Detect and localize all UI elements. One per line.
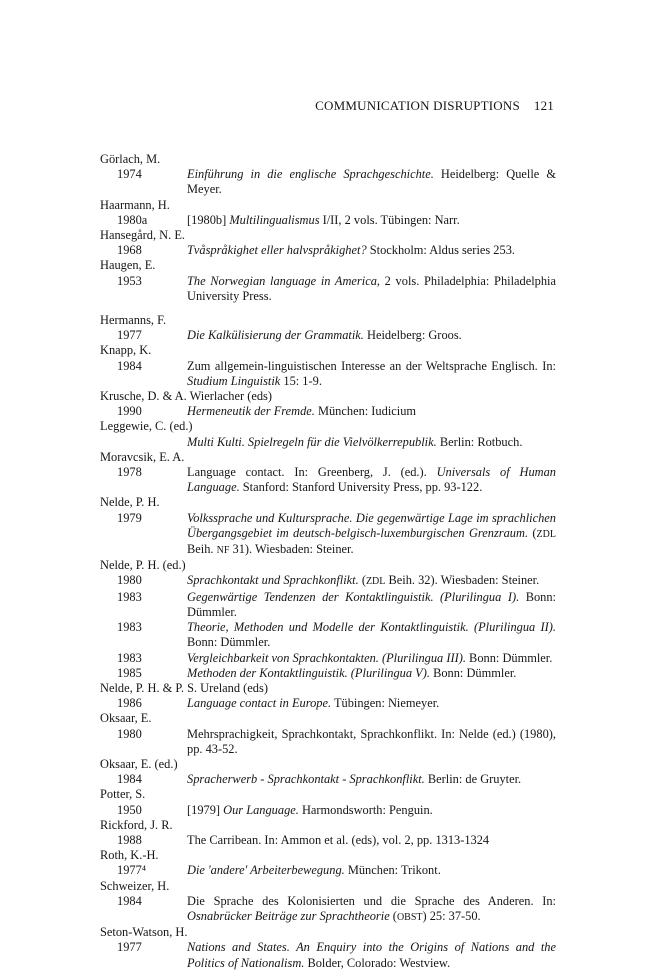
citation-text: München: Trikont. [344, 863, 441, 878]
reference-year: 1968 [117, 243, 142, 258]
reference-author: Roth, K.-H. [100, 848, 159, 863]
reference-author: Potter, S. [100, 787, 146, 802]
reference-year: 1979 [117, 510, 142, 525]
citation-text: Berlin: de Gruyter. [424, 772, 522, 787]
reference-author: Görlach, M. [100, 152, 161, 166]
reference-entry [100, 940, 556, 970]
citation-text: ZDL [365, 576, 386, 588]
reference-citation [187, 772, 556, 787]
reference-group [100, 818, 556, 848]
reference-entry [100, 651, 556, 666]
reference-year: 1977⁴ [117, 863, 147, 878]
citation-title: Multilingualismus [229, 212, 320, 227]
citation-title: Vergleichbarkeit von Sprachkontakten. (Plurilingua III). [187, 650, 466, 665]
reference-year: 1980 [117, 726, 142, 741]
reference-citation [187, 213, 556, 228]
reference-group [100, 787, 556, 817]
reference-year: 1983 [117, 620, 142, 635]
citation-title: Sprachkontakt und Sprachkonflikt. [187, 573, 359, 588]
citation-text: Heidelberg: Groos. [363, 328, 462, 343]
reference-group [100, 228, 556, 258]
reference-entry [100, 404, 556, 419]
reference-entry [100, 328, 556, 343]
citation-text: Beih. [187, 542, 217, 557]
reference-author: Haarmann, H. [100, 197, 170, 212]
reference-entry [100, 590, 556, 620]
reference-year: 1980a [117, 212, 148, 227]
reference-year: 1978 [117, 465, 142, 480]
citation-text: Bolder, Colorado: Westview. [304, 955, 451, 970]
citation-title: Multi Kulti. Spielregeln für die Vielvölkerrepublik. [187, 434, 437, 449]
citation-text: ( [389, 908, 397, 923]
citation-text: München: Iudicium [314, 404, 417, 419]
reference-author: Rickford, J. R. [100, 817, 173, 832]
reference-group [100, 681, 556, 711]
reference-group [100, 152, 556, 198]
citation-title: Die Kalkülisierung der Grammatik. [187, 328, 364, 343]
citation-title: Nations and States. An Enquiry into the Origins of Nations and the Politics of Nationalism. [187, 940, 556, 970]
reference-citation [187, 651, 556, 666]
citation-text: I/II, 2 vols. Tübingen: Narr. [319, 212, 460, 227]
reference-citation [187, 243, 556, 258]
reference-entry [100, 863, 556, 878]
reference-year: 1953 [117, 273, 142, 288]
citation-text: Zum allgemein-linguistischen Interesse an der Weltsprache Englisch. In: [187, 358, 556, 373]
citation-text: Berlin: Rotbuch. [436, 434, 523, 449]
reference-year: 1980 [117, 573, 142, 588]
citation-text: Die Sprache des Kolonisierten und die Sprache des Anderen. In: [187, 893, 556, 908]
reference-entry [100, 620, 556, 650]
reference-entry [100, 803, 556, 818]
reference-citation [187, 940, 556, 970]
reference-citation [187, 590, 556, 620]
citation-text: [1980b] [187, 212, 230, 227]
reference-entry [100, 696, 556, 711]
citation-title: Die 'andere' Arbeiterbewegung. [187, 863, 345, 878]
reference-year: 1983 [117, 650, 142, 665]
reference-citation [187, 803, 556, 818]
reference-citation [187, 573, 556, 589]
reference-author: Leggewie, C. (ed.) [100, 419, 193, 434]
citation-text: Bonn: Dümmler. [187, 589, 556, 619]
reference-year: 1984 [117, 358, 142, 373]
reference-entry [100, 213, 556, 228]
citation-text: NF [216, 545, 230, 557]
citation-text: Tübingen: Niemeyer. [331, 696, 440, 711]
reference-year: 1985 [117, 665, 142, 680]
reference-group [100, 925, 556, 971]
reference-group [100, 258, 556, 304]
reference-citation [187, 863, 556, 878]
reference-year: 1983 [117, 589, 142, 604]
reference-entry [100, 167, 556, 197]
reference-author: Haugen, E. [100, 258, 156, 273]
reference-entry [100, 894, 556, 925]
reference-citation [187, 666, 556, 681]
citation-title: Einführung in die englische Sprachgeschichte. [187, 167, 434, 182]
reference-author: Oksaar, E. (ed.) [100, 756, 178, 771]
reference-citation [187, 511, 556, 559]
citation-title: Tvåspråkighet eller halvspråkighet? [187, 243, 367, 258]
citation-text: 15: 1-9. [280, 373, 322, 388]
citation-text: ) 25: 37-50. [422, 908, 481, 923]
reference-year: 1977 [117, 940, 142, 955]
reference-entry [100, 833, 556, 848]
reference-author: Hermanns, F. [100, 313, 167, 328]
citation-title: Gegenwärtige Tendenzen der Kontaktlinguistik. (Plurilingua I). [187, 589, 520, 604]
reference-author: Nelde, P. H. [100, 495, 160, 510]
reference-citation [187, 833, 556, 848]
reference-citation [187, 359, 556, 389]
reference-year: 1990 [117, 404, 142, 419]
citation-text: Bonn: Dümmler. [187, 635, 271, 650]
citation-title: Spracherwerb - Sprachkontakt - Sprachkonflikt. [187, 772, 425, 787]
citation-text: The Carribean. In: Ammon et al. (eds), vol. 2, pp. 1313-1324 [187, 832, 490, 847]
reference-group [100, 198, 556, 228]
reference-year: 1950 [117, 802, 142, 817]
reference-entry [100, 511, 556, 559]
citation-text: Beih. 32). Wiesbaden: Steiner. [385, 573, 540, 588]
running-title: COMMUNICATION DISRUPTIONS [315, 98, 520, 113]
citation-title: Volkssprache und Kultursprache. Die gegenwärtige Lage im sprachlichen Übergangsgebiet im deutsch-belgisch-luxemburgischen Grenzraum. [187, 510, 556, 540]
reference-year: 1974 [117, 167, 142, 182]
citation-title: Methoden der Kontaktlinguistik. (Plurilingua V). [187, 665, 430, 680]
reference-citation [187, 465, 556, 495]
reference-year: 1986 [117, 696, 142, 711]
citation-text: Bonn: Dümmler. [429, 665, 517, 680]
reference-year: 1988 [117, 832, 142, 847]
reference-author: Schweizer, H. [100, 878, 170, 893]
citation-text: ( [528, 525, 537, 540]
reference-citation [187, 727, 556, 757]
citation-text: Stanford: Stanford University Press, pp. 93-122. [239, 480, 483, 495]
reference-group [100, 419, 556, 449]
reference-citation [187, 696, 556, 711]
citation-text: Bonn: Dümmler. [465, 650, 553, 665]
page-number: 121 [533, 98, 554, 113]
reference-group [100, 558, 556, 681]
reference-group [100, 450, 556, 496]
reference-entry [100, 465, 556, 495]
reference-entry [100, 359, 556, 389]
reference-citation [187, 167, 556, 197]
citation-title: Theorie, Methoden und Modelle der Kontaktlinguistik. (Plurilingua II). [187, 620, 556, 635]
reference-entry [100, 727, 556, 757]
reference-author: Krusche, D. & A. Wierlacher (eds) [100, 389, 272, 404]
reference-year: 1984 [117, 893, 142, 908]
citation-text: Mehrsprachigkeit, Sprachkontakt, Sprachkonflikt. In: Nelde (ed.) (1980), pp. 43-52. [187, 726, 556, 756]
reference-group [100, 848, 556, 878]
reference-citation [187, 404, 556, 419]
citation-title: Studium Linguistik [187, 373, 281, 388]
reference-citation [187, 274, 556, 304]
reference-year: 1984 [117, 772, 142, 787]
reference-entry [100, 772, 556, 787]
citation-text: ZDL [536, 528, 556, 540]
reference-entry [100, 243, 556, 258]
reference-entry [100, 666, 556, 681]
reference-author: Hansegård, N. E. [100, 228, 185, 243]
reference-group [100, 343, 556, 389]
citation-text: Heidelberg: Quelle & Meyer. [187, 167, 556, 197]
citation-text: ( [358, 573, 366, 588]
reference-author: Nelde, P. H. (ed.) [100, 558, 186, 573]
running-head [315, 98, 554, 114]
reference-citation [187, 894, 556, 925]
citation-title: The Norwegian language in America [187, 273, 377, 288]
citation-text: , 2 vols. Philadelphia: Philadelphia University Press. [187, 273, 556, 303]
citation-text: Stockholm: Aldus series 253. [366, 243, 515, 258]
citation-text: OBST [396, 911, 423, 923]
citation-text: [1979] [187, 802, 224, 817]
citation-text: Language contact. In: Greenberg, J. (ed.). [187, 465, 437, 480]
reference-group [100, 757, 556, 787]
citation-title: Universals of Human Language. [187, 465, 556, 495]
reference-author: Knapp, K. [100, 343, 152, 358]
reference-group [100, 711, 556, 757]
reference-citation [187, 620, 556, 650]
reference-citation [187, 435, 556, 450]
reference-entry [100, 274, 556, 304]
citation-text: Harmondsworth: Penguin. [298, 802, 433, 817]
reference-author: Oksaar, E. [100, 711, 152, 726]
reference-entry [100, 435, 556, 450]
reference-group [100, 313, 556, 343]
reference-author: Moravcsik, E. A. [100, 449, 185, 464]
reference-group [100, 879, 556, 926]
reference-year: 1977 [117, 328, 142, 343]
citation-text: 31). Wiesbaden: Steiner. [229, 542, 354, 557]
citation-title: Hermeneutik der Fremde. [187, 404, 315, 419]
citation-title: Our Language. [223, 802, 299, 817]
reference-author: Nelde, P. H. & P. S. Ureland (eds) [100, 680, 268, 695]
reference-group [100, 495, 556, 558]
reference-entry [100, 573, 556, 589]
reference-list [100, 152, 556, 971]
citation-title: Osnabrücker Beiträge zur Sprachtheorie [187, 908, 390, 923]
reference-citation [187, 328, 556, 343]
citation-title: Language contact in Europe. [187, 696, 332, 711]
reference-author: Seton-Watson, H. [100, 925, 188, 940]
reference-group [100, 389, 556, 419]
